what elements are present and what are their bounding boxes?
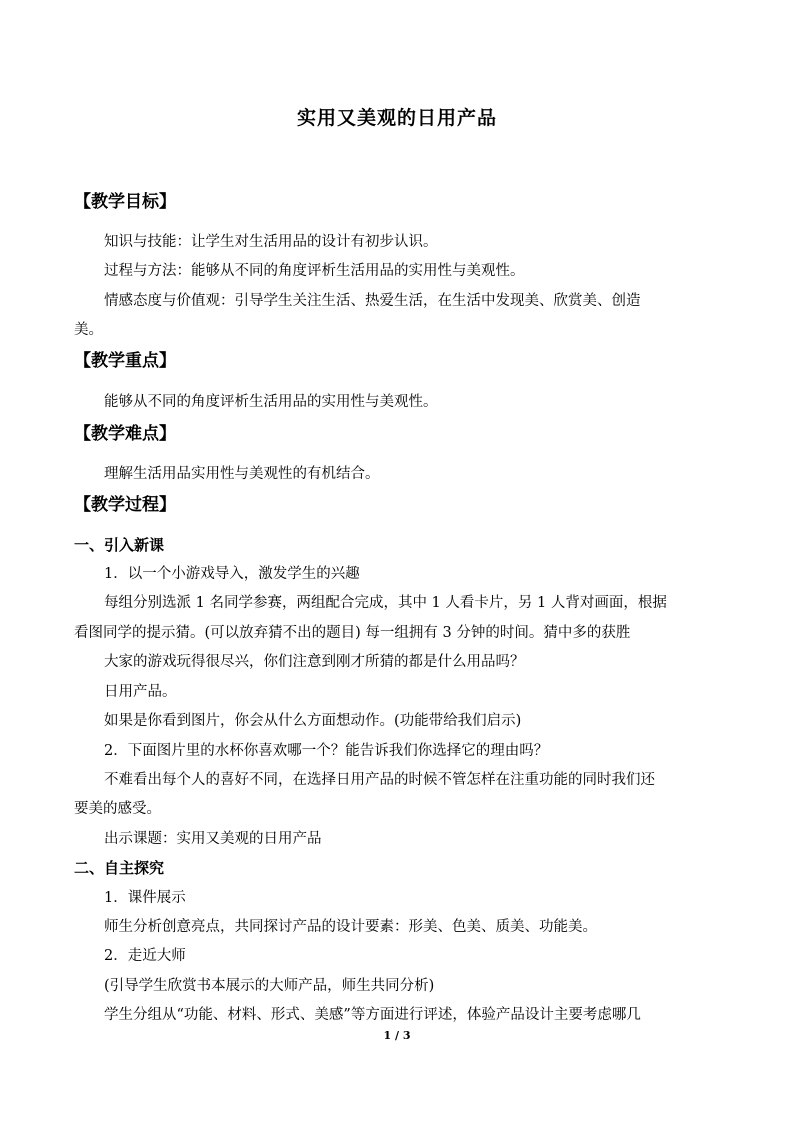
difficulties-line: 理解生活用品实用性与美观性的有机结合。 [104,466,380,482]
part1-line: 如果是你看到图片，你会从什么方面想动作。(功能带给我们启示) [104,713,522,729]
part1-line: 日用产品。 [104,684,177,700]
goals-line: 过程与方法：能够从不同的角度评析生活用品的实用性与美观性。 [104,263,525,279]
part1-heading: 一、引入新课 [74,536,165,554]
part2-line: (引导学生欣赏书本展示的大师产品，师生共同分析) [104,978,435,994]
part1-line: 不难看出每个人的喜好不同，在选择日用产品的时候不管怎样在注重功能的同时我们还 [104,772,655,788]
part2-line: 2．走近大师 [104,948,186,964]
part1-line: 出示课题：实用又美观的日用产品 [104,831,322,847]
document-title: 实用又美观的日用产品 [296,107,497,129]
goals-line: 情感态度与价值观：引导学生关注生活、热爱生活，在生活中发现美、欣赏美、创造 [104,293,641,309]
part2-line: 1．课件展示 [104,890,186,906]
key-points-line: 能够从不同的角度评析生活用品的实用性与美观性。 [104,394,438,410]
section-heading-key-points: 【教学重点】 [74,351,176,371]
section-heading-process: 【教学过程】 [74,495,176,515]
part1-line: 看图同学的提示猜。(可以放弃猜不出的题目) 每一组拥有 3 分钟的时间。猜中多的获胜 [74,625,631,641]
goals-line: 知识与技能：让学生对生活用品的设计有初步认识。 [104,234,438,250]
part1-line: 1．以一个小游戏导入，激发学生的兴趣 [104,566,360,582]
part2-line: 学生分组从“功能、材料、形式、美感”等方面进行评述，体验产品设计主要考虑哪几 [104,1007,641,1023]
part1-line: 大家的游戏玩得很尽兴，你们注意到刚才所猜的都是什么用品吗？ [104,654,525,670]
goals-line: 美。 [74,322,103,338]
part2-line: 师生分析创意亮点，共同探讨产品的设计要素：形美、色美、质美、功能美。 [104,919,597,935]
part1-line: 2．下面图片里的水杯你喜欢哪一个？能告诉我们你选择它的理由吗？ [104,743,549,759]
part1-line: 要美的感受。 [74,801,161,817]
part1-line: 每组分别选派 1 名同学参赛，两组配合完成，其中 1 人看卡片，另 1 人背对画面，根据 [104,595,667,611]
page-number: 1 / 3 [383,1029,411,1042]
part2-heading: 二、自主探究 [74,859,165,877]
section-heading-difficulties: 【教学难点】 [74,424,176,444]
section-heading-goals: 【教学目标】 [74,192,176,212]
